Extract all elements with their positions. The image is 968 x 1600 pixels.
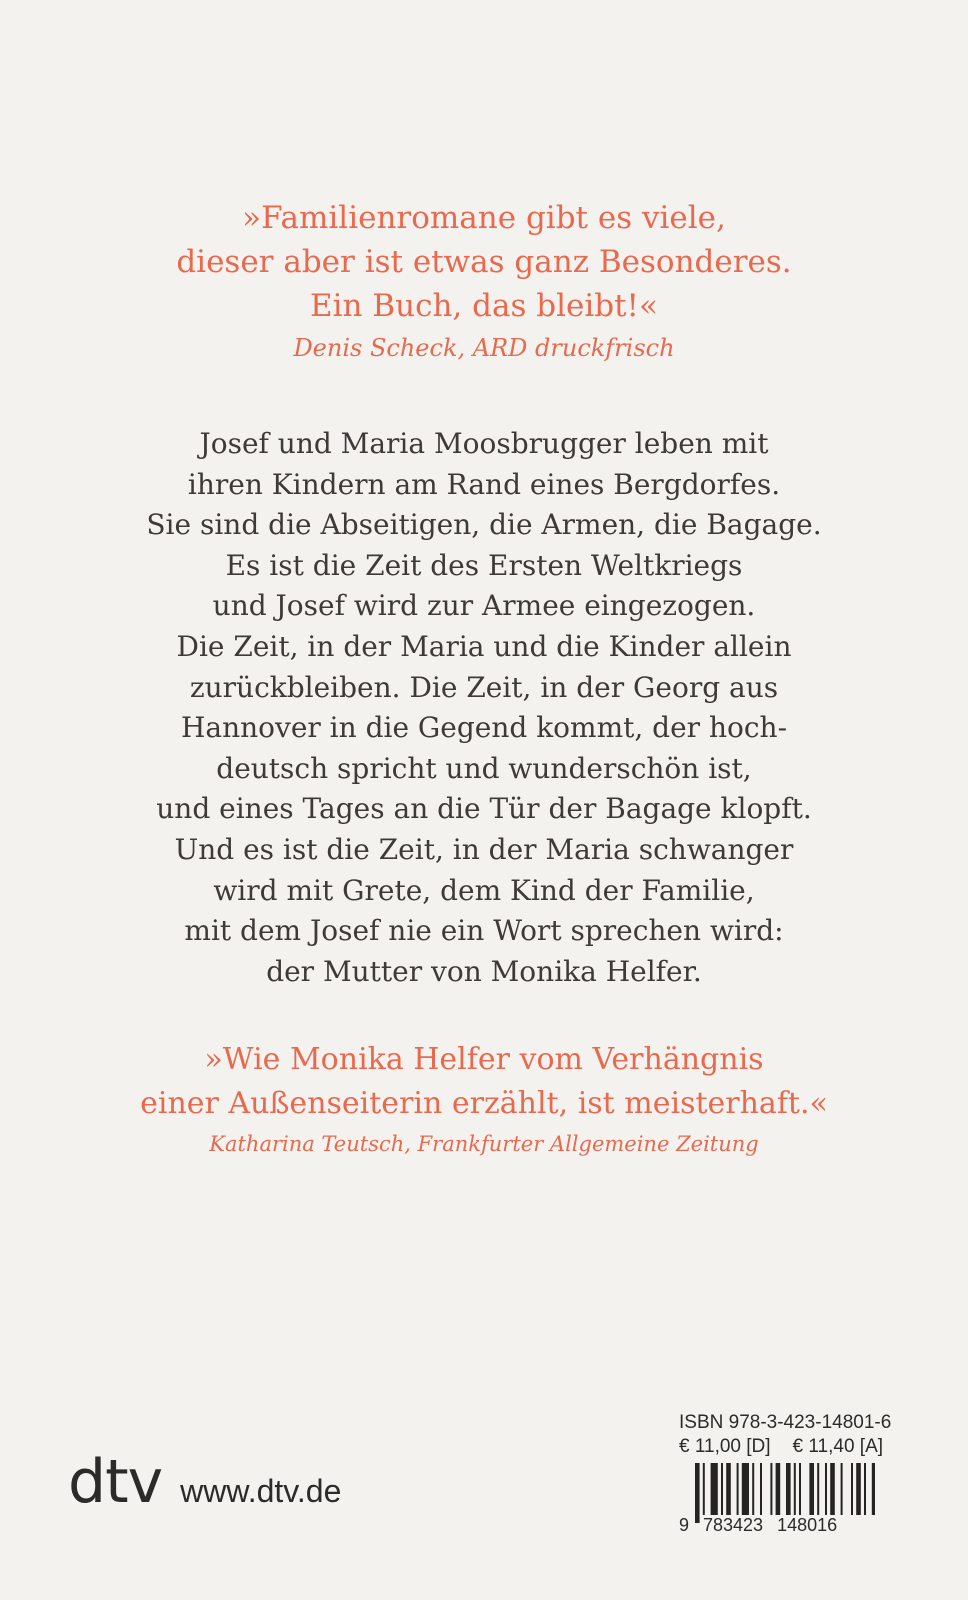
quote-line: dieser aber ist etwas ganz Besonderes. (176, 244, 792, 280)
blurb-line: deutsch spricht und wunderschön ist, (216, 751, 752, 785)
barcode-bar (809, 1463, 814, 1515)
price-germany: € 11,00 [D] (679, 1436, 771, 1457)
barcode-bar (721, 1463, 723, 1515)
blurb-line: Die Zeit, in der Maria und die Kinder allein (176, 629, 792, 663)
barcode-bar (786, 1463, 791, 1515)
barcode-bars (679, 1463, 875, 1523)
barcode-bar (872, 1463, 875, 1515)
blurb-line: ihren Kindern am Rand eines Bergdorfes. (187, 467, 781, 501)
isbn-barcode-block (679, 1411, 909, 1537)
blurb-line: wird mit Grete, dem Kind der Familie, (213, 873, 755, 907)
barcode-digit-group: 148016 (777, 1515, 838, 1535)
book-blurb (0, 424, 968, 992)
blurb-line: Hannover in die Gegend kommt, der hoch- (180, 711, 788, 745)
barcode-bar (851, 1463, 853, 1515)
barcode-bar (776, 1463, 781, 1515)
quote-source: Denis Scheck, ARD druckfrisch (293, 334, 675, 362)
dtv-logo: dtv (68, 1447, 163, 1517)
barcode-bar (856, 1463, 861, 1515)
barcode-bar (760, 1463, 762, 1515)
blurb-line: Und es ist die Zeit, in der Maria schwanger (174, 832, 794, 866)
top-review-quote (0, 196, 968, 368)
barcode-bar (770, 1463, 772, 1515)
quote-line: »Wie Monika Helfer vom Verhängnis (204, 1042, 764, 1077)
quote-line: einer Außenseiterin erzählt, ist meisterhaft.« (140, 1086, 828, 1121)
price-austria: € 11,40 [A] (792, 1436, 884, 1457)
barcode-bar (864, 1463, 866, 1515)
barcode-bar (742, 1463, 749, 1515)
barcode-bar (737, 1463, 739, 1515)
bottom-review-quote (0, 1038, 968, 1162)
barcode-bar (726, 1463, 731, 1515)
quote-line: Ein Buch, das bleibt!« (310, 288, 658, 324)
barcode-bar (752, 1463, 754, 1515)
barcode-bar (825, 1463, 827, 1523)
barcode-bar (841, 1463, 843, 1515)
blurb-line: Sie sind die Abseitigen, die Armen, die Bagage. (146, 508, 822, 542)
barcode-bar (799, 1463, 801, 1515)
publisher-url[interactable]: www.dtv.de (180, 1473, 342, 1509)
blurb-line: mit dem Josef nie ein Wort sprechen wird: (184, 914, 784, 948)
barcode-bar (817, 1463, 819, 1523)
blurb-line: zurückbleiben. Die Zeit, in der Georg aus (189, 670, 779, 704)
barcode-digit-first: 9 (679, 1515, 690, 1535)
barcode-bar (711, 1463, 718, 1515)
barcode (679, 1463, 875, 1537)
barcode-bar (695, 1463, 700, 1523)
barcode-digits (679, 1515, 875, 1536)
price-row (679, 1435, 909, 1459)
barcode-bar (703, 1463, 705, 1523)
blurb-line: der Mutter von Monika Helfer. (266, 954, 702, 988)
quote-line: »Familienromane gibt es viele, (242, 200, 726, 236)
blurb-line: und Josef wird zur Armee eingezogen. (212, 589, 756, 623)
barcode-digit-group: 783423 (703, 1515, 764, 1535)
blurb-line: und eines Tages an die Tür der Bagage klopft. (156, 792, 812, 826)
barcode-bar (830, 1463, 835, 1523)
isbn-number: ISBN 978-3-423-14801-6 (679, 1412, 892, 1433)
blurb-line: Josef und Maria Moosbrugger leben mit (199, 427, 769, 460)
blurb-line: Es ist die Zeit des Ersten Weltkriegs (225, 548, 743, 582)
publisher-footer (68, 1447, 342, 1517)
barcode-bar (794, 1463, 796, 1515)
quote-source: Katharina Teutsch, Frankfurter Allgemeine Zeitung (209, 1132, 759, 1156)
